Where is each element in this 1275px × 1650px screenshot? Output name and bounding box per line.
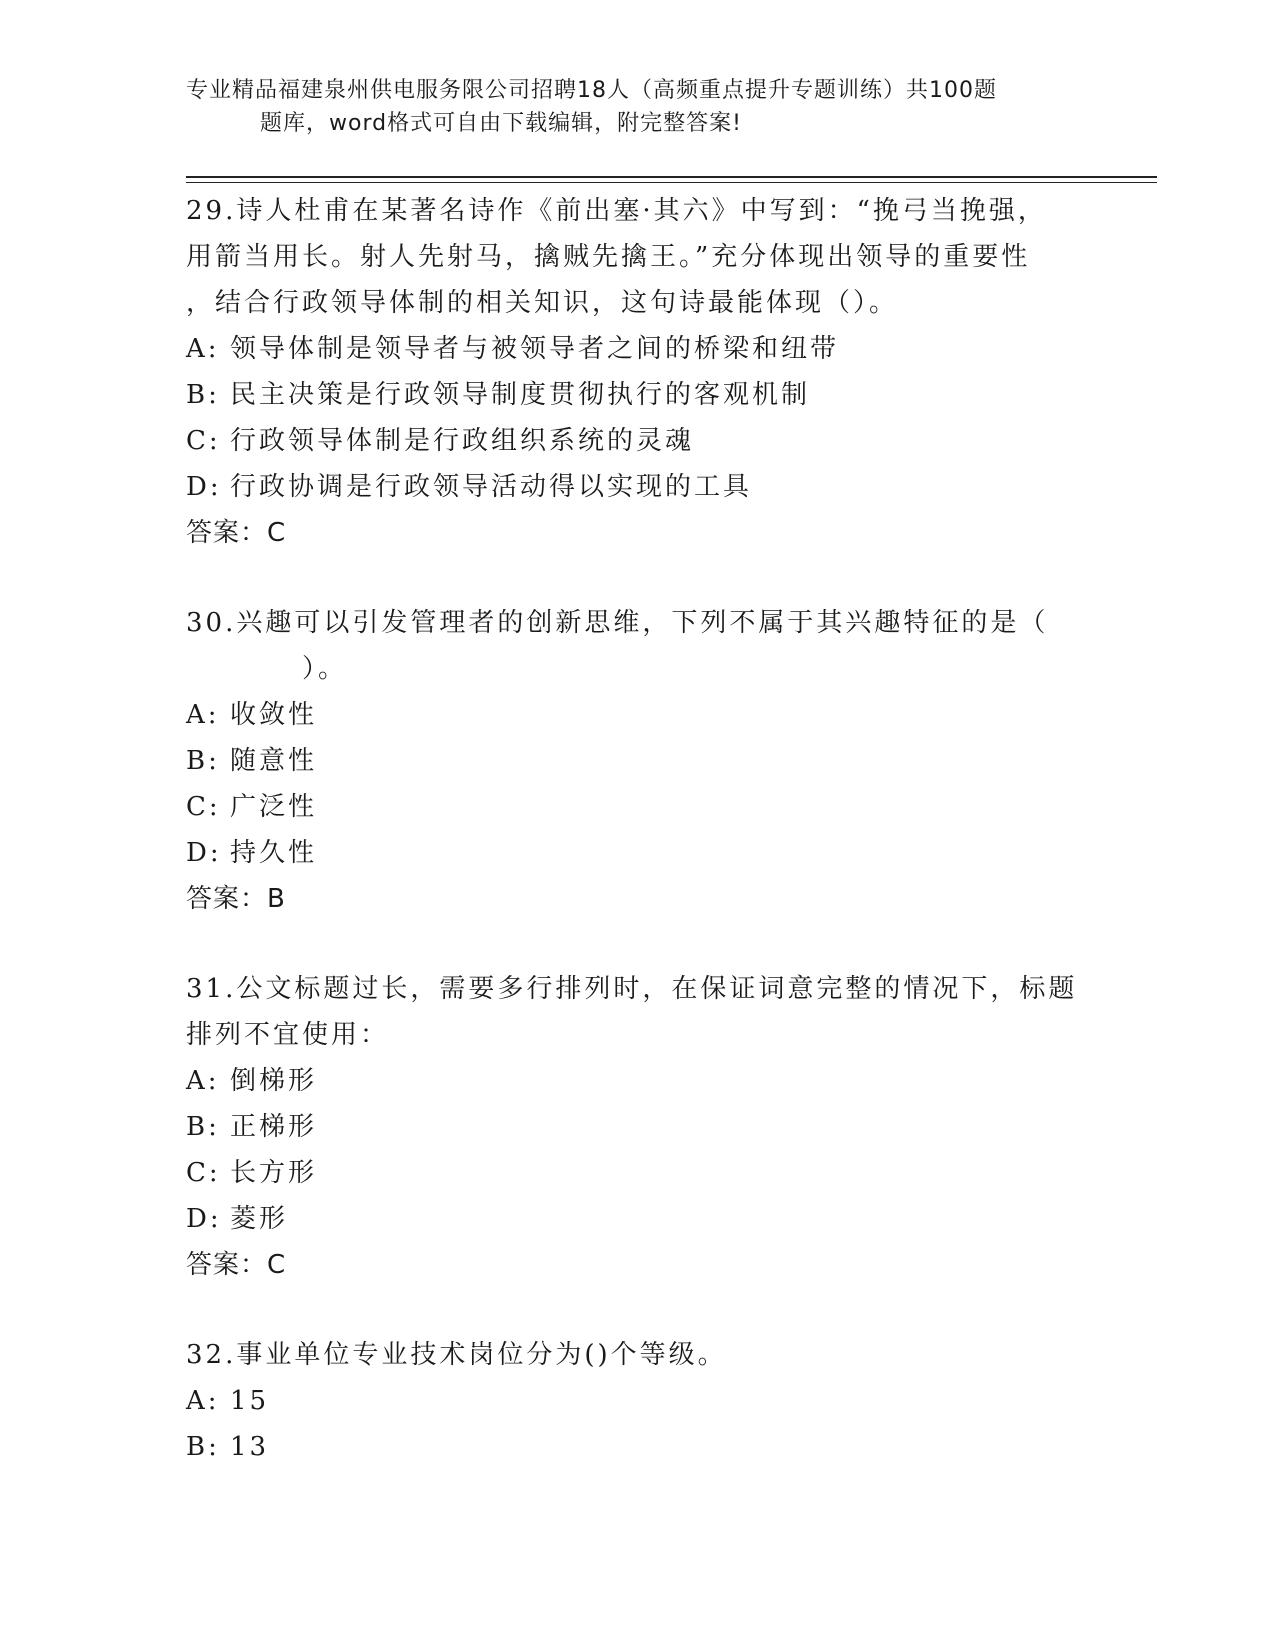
option-text: 行政协调是行政领导活动得以实现的工具 [230, 472, 753, 502]
option-a [186, 326, 1076, 372]
question-31 [186, 966, 1076, 1288]
question-29 [186, 188, 1076, 556]
answer-line: 答案：B [186, 884, 286, 914]
option-a [186, 692, 1076, 738]
header-title-line-1: 专业精品福建泉州供电服务限公司招聘18人（高频重点提升专题训练）共100题 [186, 78, 997, 103]
option-text: 菱形 [230, 1204, 289, 1234]
question-stem-line: 排列不宜使用： [186, 1020, 390, 1050]
question-stem-line: 用箭当用长。射人先射马，擒贼先擒王。”充分体现出领导的重要性 [186, 242, 1031, 272]
question-stem-line: 32.事业单位专业技术岗位分为()个等级。 [186, 1340, 727, 1370]
option-text: 正梯形 [230, 1112, 318, 1142]
header-divider-thin [186, 182, 1157, 183]
option-text: 15 [230, 1386, 270, 1416]
question-list [186, 188, 1076, 1514]
option-b [186, 372, 1076, 418]
option-label: B: [186, 746, 220, 776]
option-d [186, 464, 1076, 510]
option-text: 随意性 [230, 746, 318, 776]
option-d [186, 830, 1076, 876]
option-label: C: [186, 1158, 221, 1188]
option-b [186, 1424, 1076, 1470]
option-label: D: [186, 1204, 222, 1234]
option-label: C: [186, 792, 221, 822]
question-stem-line: 29.诗人杜甫在某著名诗作《前出塞·其六》中写到：“挽弓当挽强， [186, 196, 1047, 226]
option-text: 民主决策是行政领导制度贯彻执行的客观机制 [230, 380, 811, 410]
option-label: A: [186, 1386, 220, 1416]
option-label: A: [186, 1066, 220, 1096]
option-text: 行政领导体制是行政组织系统的灵魂 [230, 426, 695, 456]
option-text: 倒梯形 [230, 1066, 318, 1096]
option-label: B: [186, 1112, 220, 1142]
question-stem-line: ，结合行政领导体制的相关知识，这句诗最能体现（）。 [186, 288, 899, 318]
option-text: 广泛性 [230, 792, 318, 822]
question-stem-line: 31.公文标题过长，需要多行排列时，在保证词意完整的情况下，标题 [186, 974, 1078, 1004]
page-header [186, 74, 1086, 140]
option-a [186, 1378, 1076, 1424]
answer-line: 答案：C [186, 518, 287, 548]
question-stem-line: 30.兴趣可以引发管理者的创新思维，下列不属于其兴趣特征的是（ [186, 608, 1049, 638]
option-d [186, 1196, 1076, 1242]
option-label: B: [186, 380, 220, 410]
option-label: A: [186, 334, 220, 364]
option-c [186, 784, 1076, 830]
option-text: 持久性 [230, 838, 318, 868]
question-32 [186, 1332, 1076, 1470]
option-b [186, 1104, 1076, 1150]
option-text: 收敛性 [230, 700, 318, 730]
header-divider-thick [186, 176, 1157, 178]
header-title-line-2: 题库，word格式可自由下载编辑，附完整答案! [260, 111, 742, 136]
option-text: 长方形 [230, 1158, 318, 1188]
option-b [186, 738, 1076, 784]
option-text: 领导体制是领导者与被领导者之间的桥梁和纽带 [230, 334, 840, 364]
option-c [186, 1150, 1076, 1196]
option-label: B: [186, 1432, 220, 1462]
option-c [186, 418, 1076, 464]
question-stem-line: ）。 [302, 654, 348, 684]
option-label: A: [186, 700, 220, 730]
answer-line: 答案：C [186, 1250, 287, 1280]
option-label: D: [186, 838, 222, 868]
question-30 [186, 600, 1076, 922]
option-text: 13 [230, 1432, 270, 1462]
option-label: C: [186, 426, 221, 456]
option-a [186, 1058, 1076, 1104]
option-label: D: [186, 472, 222, 502]
